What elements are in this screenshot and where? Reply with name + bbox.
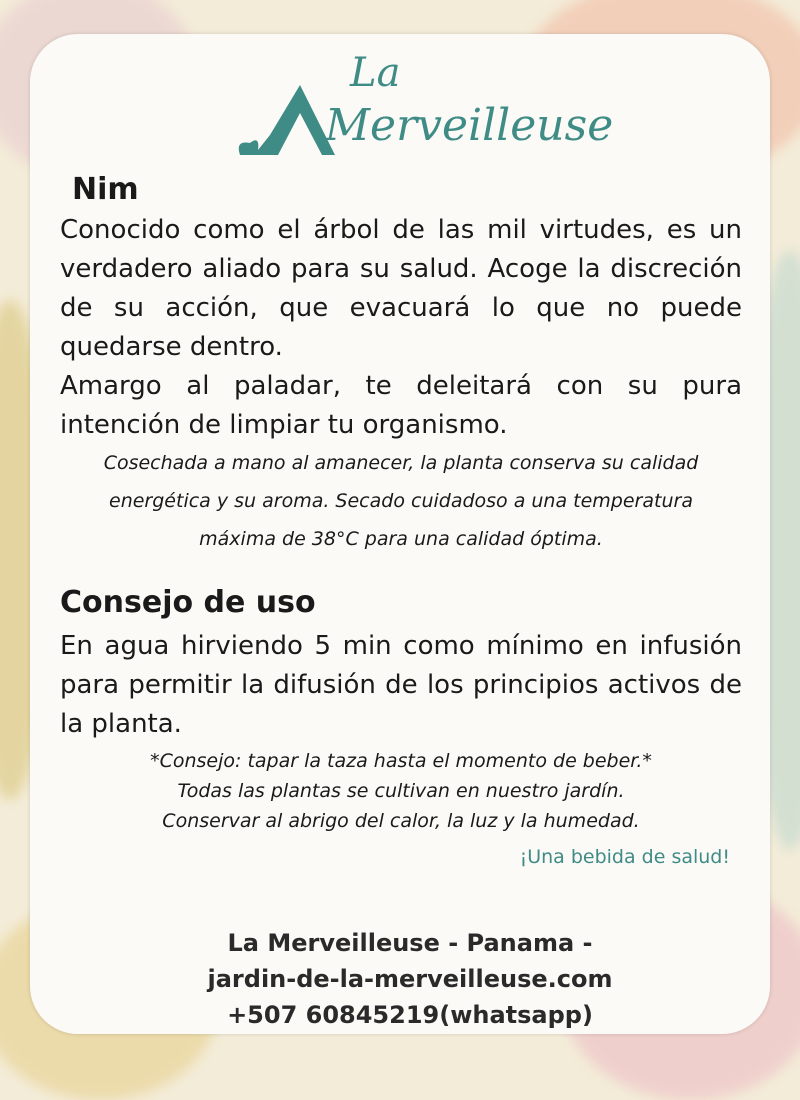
plant-title: Nim	[72, 172, 139, 207]
usage-tip: *Consejo: tapar la taza hasta el momento de beber.*	[150, 750, 652, 772]
footer-phone: +507 60845219(whatsapp)	[227, 1001, 593, 1029]
footer-contact	[150, 925, 670, 1033]
footer-company: La Merveilleuse - Panama -	[227, 929, 593, 957]
garden-note: Todas las plantas se cultivan en nuestro jardín.	[177, 780, 625, 802]
plant-taste: Amargo al paladar, te deleitará con su pura intención de limpiar tu organismo.	[60, 371, 742, 440]
slogan: ¡Una bebida de salud!	[519, 846, 730, 868]
plant-description: Conocido como el árbol de las mil virtudes, es un verdadero aliado para su salud. Acoge la discreción de su acción, que evacuará lo que no puede quedarse dentro.	[60, 215, 742, 362]
mountain-logo-icon	[230, 75, 340, 165]
logo-la: La	[350, 50, 401, 96]
storage-note: Conservar al abrigo del calor, la luz y la humedad.	[162, 810, 640, 832]
usage-text: En agua hirviendo 5 min como mínimo en infusión para permitir la difusión de los principios activos de la planta.	[60, 631, 742, 739]
footer-website: jardin-de-la-merveilleuse.com	[207, 965, 613, 993]
brand-logo	[230, 45, 614, 165]
harvest-note: Cosechada a mano al amanecer, la planta conserva su calidad energética y su aroma. Secado cuidadoso a una temperatura máxima de 38°C para una calidad óptima.	[103, 452, 699, 550]
usage-title: Consejo de uso	[60, 585, 316, 620]
logo-name: Merveilleuse	[325, 100, 614, 151]
